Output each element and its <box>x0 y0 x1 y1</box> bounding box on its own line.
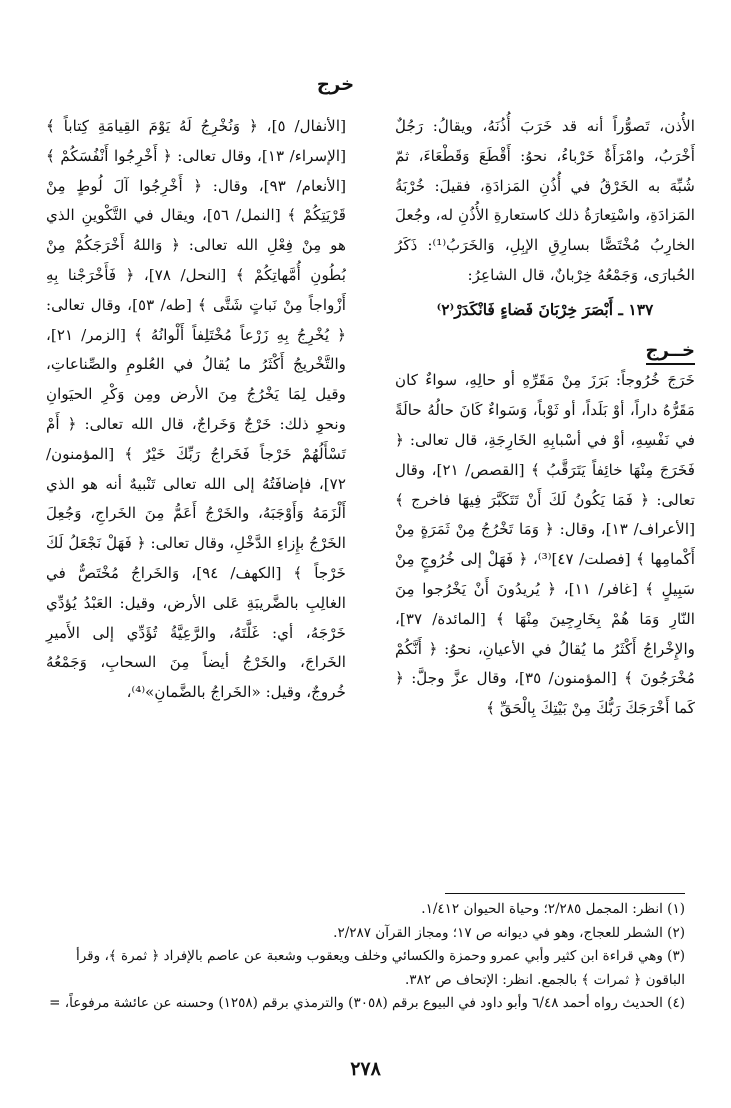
right-column <box>395 112 695 724</box>
entry-heading-wrap <box>395 331 695 367</box>
left-column <box>46 112 346 708</box>
paragraph: الأُذن، تَصوُّراً أنه قد خَرَبَ أُذُنَهُ‌، ويقالُ: رَجُلٌ أَخْرَبُ، وامْرَأَةٌ خَرْباءُ، نحوُ: أَقْطَعَ وَقَطْعَاءَ، ثمّ شُبِّهَ به الخَرْقُ في أُذُنِ المَزادَةِ، فقيلَ: خُرْبَةُ المَزادَةِ، واسْتِعارَةُ ذلك كاستعارةِ الأُذُنِ له، وجُعلَ الخارِبُ مُخْتَصًّا بسارِقِ الإبِلِ، وَالخَرَبُ⁽¹⁾: ذَكَرُ الحُبارَى، وَجَمْعُهُ خِرْبانٌ، قال الشاعِرُ: <box>395 117 695 284</box>
running-header: خرج <box>316 74 355 95</box>
poem-verse: ١٣٧ ـ أَبْصَرَ خِرْبَانَ فَضاءٍ فَانْكَدَرْ⁽٢⁾ <box>436 299 654 319</box>
paragraph: [الأنفال/ ٥]، ﴿ وَنُخْرِجُ لَهُ يَوْمَ القِيامَةِ كِتاباً ﴾ [الإسراء/ ١٣]، وقال تعالى: ﴿ أَخْرِجُوا أَنْفُسَكُمْ ﴾ [الأنعام/ ٩٣]، وقال: ﴿ أَخْرِجُوا آلَ لُوطٍ مِنْ قَرْيَتِكُمْ ﴾ [النمل/ ٥٦]، ويقال في التَّكْوينِ الذي هو مِنْ فِعْلِ الله تعالى: ﴿ وَاللهُ أَخْرَجَكُمْ مِنْ بُطُونِ أُمَّهاتِكُمْ ﴾ [النحل/ ٧٨]، ﴿ فَأَخْرَجْنا بِهِ أَزْواجاً مِنْ نَباتٍ شَتَّى ﴾ [طه/ ٥٣]، وقال تعالى: ﴿ يُخْرِجُ بِهِ زَرْعاً مُخْتَلِفاً أَلْوانُهُ ﴾ [الزمر/ ٢١]، والتَّخْريجُ أَكْثَرُ ما يُقالُ في العُلومِ والصِّناعاتِ، وقيل لِمَا يَخْرُجُ مِنَ الأرض ومِن وَكْرِ الحيَوانِ ونحوِ ذلك: خَرْجٌ وَخَراجٌ، قال الله تعالى: ﴿ أَمْ تَسْأَلُهُمْ خَرْجاً فَخَراجُ رَبِّكَ خَيْرٌ ﴾ [المؤمنون/ ٧٢]، فإضافَتُهُ إلى الله تعالى تَنْبيهٌ أنه هو الذي أَلْزَمَهُ وَأَوْجَبَهُ، والخَرْجُ أَعَمُّ مِنَ الخَراجِ، وَجُعِلَ الخَرْجُ بإِزاءِ الدَّخْلِ، وقال تعالى: ﴿ فَهَلْ نَجْعَلُ لَكَ خَرْجاً ﴾ [الكهف/ ٩٤]، وَالخَراجُ مُخْتَصٌّ في الغالِبِ بالضَّريبَةِ عَلى الأرض، وقيل: العَبْدُ يُؤدِّي خَرْجَهُ، أي: غَلَّتَهُ، والرَّعِيَّةُ تُؤَدِّي إلى الأَميرِ الخَراجَ، والخَرْجُ أيضاً مِنَ السحابِ، وَجَمْعُهُ خُروجٌ، وقيل: «الخَراجُ بالضَّمانِ»⁽⁴⁾، <box>46 117 347 702</box>
entry-heading: خــرج <box>646 339 695 365</box>
page-number: ٢٧٨ <box>350 1058 381 1080</box>
footnotes <box>45 898 685 1016</box>
footnote: (١) انظر: المجمل ٢/٢٨٥؛ وحياة الحيوان ١/٤١٢. <box>421 901 685 917</box>
footnote-separator <box>445 893 685 894</box>
footnote: (٣) وهي قراءة ابن كثير وأبي عمرو وحمزة والكسائي وخلف ويعقوب وشعبة عن عاصم بالإفراد ﴿ ثمرة ﴾، وقرأ الباقون ﴿ ثمرات ﴾ بالجمع. انظر: الإتحاف ص ٣٨٢. <box>75 948 685 988</box>
footnote: (٢) الشطر للعجاج، وهو في ديوانه ص ١٧؛ ومجاز القرآن ٢/٢٨٧. <box>333 924 685 941</box>
paragraph: خَرَجَ خُرُوجاً: بَرَزَ مِنْ مَقَرِّهِ أو حالِهِ، سواءٌ كان مَقَرُّهُ داراً، أوْ بَلَداً، أو ثَوْباً، وَسَواءٌ كَانَ حالُهُ حالَةً في نَفْسِهِ، أوْ في أسْبابِهِ الخَارِجَةِ، قال تعالى: ﴿ فَخَرَجَ مِنْهَا خائِفاً يَتَرَقَّبُ ﴾ [القصص/ ٢١]، وقال تعالى: ﴿ فَمَا يَكُونُ لَكَ أَنْ تَتَكَبَّرَ فِيهَا فاخرج ﴾ [الأعراف/ ١٣]، وقال: ﴿ وَمَا تَخْرُجُ مِنْ ثَمَرَةٍ مِنْ أَكْمامِها ﴾ [فصلت/ ٤٧]⁽³⁾، ﴿ فَهَلْ إلى خُرُوجٍ مِنْ سَبِيلٍ ﴾ [غافر/ ١١]، ﴿ يُريدُونَ أَنْ يَخْرُجوا مِنَ النّارِ وَمَا هُمْ بِخَارِجِينَ مِنْهَا ﴾ [المائدة/ ٣٧]، والإِخْراجُ أَكْثَرُ ما يُقالُ في الأعيانِ، نحوُ: ﴿ أَنَّكُمْ مُخْرَجُونَ ﴾ [المؤمنون/ ٣٥]، وقال عزَّ وجلَّ: ﴿ كَما أَخْرَجَكَ رَبُّكَ مِنْ بَيْتِكَ بِالْحَقِّ ﴾ <box>395 371 696 718</box>
footnote: (٤) الحديث رواه أحمد ٦/٤٨ وأبو داود في البيوع برقم (٣٠٥٨) والترمذي برقم (١٢٥٨) وحسنه عن عائشة مرفوعاً، = <box>49 995 685 1011</box>
